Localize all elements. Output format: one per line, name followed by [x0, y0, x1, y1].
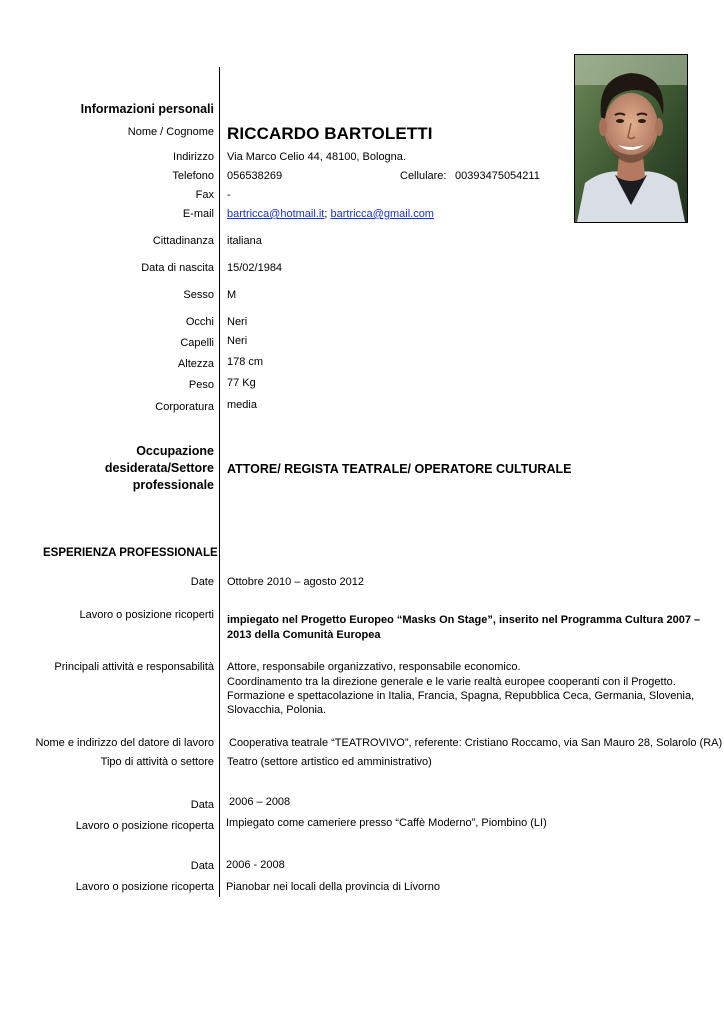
job1-type-label: Tipo di attività o settore	[100, 756, 214, 768]
email-link-hotmail[interactable]: bartricca@hotmail.it	[227, 208, 325, 220]
mobile-label: Cellulare:	[400, 170, 447, 182]
job3-date: 2006 - 2008	[226, 859, 285, 871]
job1-position-label: Lavoro o posizione ricoperti	[79, 609, 214, 621]
email-label: E-mail	[182, 208, 214, 220]
height-label: Altezza	[177, 358, 214, 370]
sex-value: M	[227, 289, 237, 301]
citizenship-label: Cittadinanza	[152, 235, 214, 247]
job1-position-line2: 2013 della Comunità Europea	[227, 629, 381, 641]
sex-label: Sesso	[183, 289, 214, 301]
job1-activities-label: Principali attività e responsabilità	[54, 661, 214, 673]
job1-activities-line3: Formazione e spettacolazione in Italia, Francia, Spagna, Repubblica Ceca, Germania, Slovenia,	[227, 690, 695, 702]
build-label: Corporatura	[155, 401, 214, 413]
experience-heading: ESPERIENZA PROFESSIONALE	[43, 547, 218, 559]
personal-info-heading: Informazioni personali	[80, 102, 214, 116]
job2-position-label: Lavoro o posizione ricoperta	[75, 820, 214, 832]
phone-value: 056538269	[227, 170, 283, 182]
citizenship-value: italiana	[227, 235, 262, 247]
job1-type: Teatro (settore artistico ed amministrativo)	[227, 756, 432, 768]
profile-photo	[574, 54, 688, 223]
job2-date: 2006 – 2008	[229, 796, 291, 808]
full-name: RICCARDO BARTOLETTI	[227, 124, 433, 143]
job3-position: Pianobar nei locali della provincia di Livorno	[226, 881, 441, 893]
height-value: 178 cm	[227, 356, 264, 368]
job2-date-label: Data	[190, 799, 214, 811]
hair-value: Neri	[227, 335, 248, 347]
address-value: Via Marco Celio 44, 48100, Bologna.	[227, 151, 406, 163]
hair-label: Capelli	[180, 337, 214, 349]
email-values	[227, 208, 434, 221]
eyes-value: Neri	[227, 316, 248, 328]
job1-employer-label: Nome e indirizzo del datore di lavoro	[35, 737, 214, 749]
weight-label: Peso	[188, 379, 214, 391]
job1-date: Ottobre 2010 – agosto 2012	[227, 576, 364, 588]
occupation-label-line1: Occupazione	[136, 444, 214, 458]
occupation-value: ATTORE/ REGISTA TEATRALE/ OPERATORE CULTURALE	[227, 462, 572, 476]
address-label: Indirizzo	[173, 151, 214, 163]
fax-label: Fax	[195, 189, 214, 201]
job1-activities-line4: Slovacchia, Polonia.	[227, 704, 327, 716]
job2-position: Impiegato come cameriere presso “Caffè Moderno”, Piombino (LI)	[226, 817, 547, 829]
job3-position-label: Lavoro o posizione ricoperta	[75, 881, 214, 893]
weight-value: 77 Kg	[227, 377, 256, 389]
email-link-gmail[interactable]: bartricca@gmail.com	[330, 208, 434, 220]
fax-value: -	[227, 189, 231, 201]
birth-value: 15/02/1984	[227, 262, 283, 274]
birth-label: Data di nascita	[141, 262, 214, 274]
phone-label: Telefono	[172, 170, 214, 182]
mobile-value: 00393475054211	[455, 170, 540, 182]
job1-activities-line2: Coordinamento tra la direzione generale e le varie realtà europee cooperanti con il Progetto.	[227, 676, 676, 688]
name-label: Nome / Cognome	[127, 126, 214, 138]
occupation-label-line3: professionale	[132, 478, 214, 492]
job1-position-line1: impiegato nel Progetto Europeo “Masks On Stage”, inserito nel Programma Cultura 2007 –	[227, 614, 701, 626]
portrait-image	[575, 55, 687, 222]
occupation-label-line2: desiderata/Settore	[104, 461, 214, 475]
job1-employer: Cooperativa teatrale “TEATROVIVO”, referente: Cristiano Roccamo, via San Mauro 28, Solarolo (RA)	[229, 737, 723, 749]
job1-activities-line1: Attore, responsabile organizzativo, responsabile economico.	[227, 661, 521, 673]
eyes-label: Occhi	[185, 316, 214, 328]
job1-date-label: Date	[190, 576, 214, 588]
job3-date-label: Data	[190, 860, 214, 872]
build-value: media	[227, 399, 257, 411]
email-separator: ;	[324, 208, 328, 220]
column-divider	[219, 67, 220, 897]
